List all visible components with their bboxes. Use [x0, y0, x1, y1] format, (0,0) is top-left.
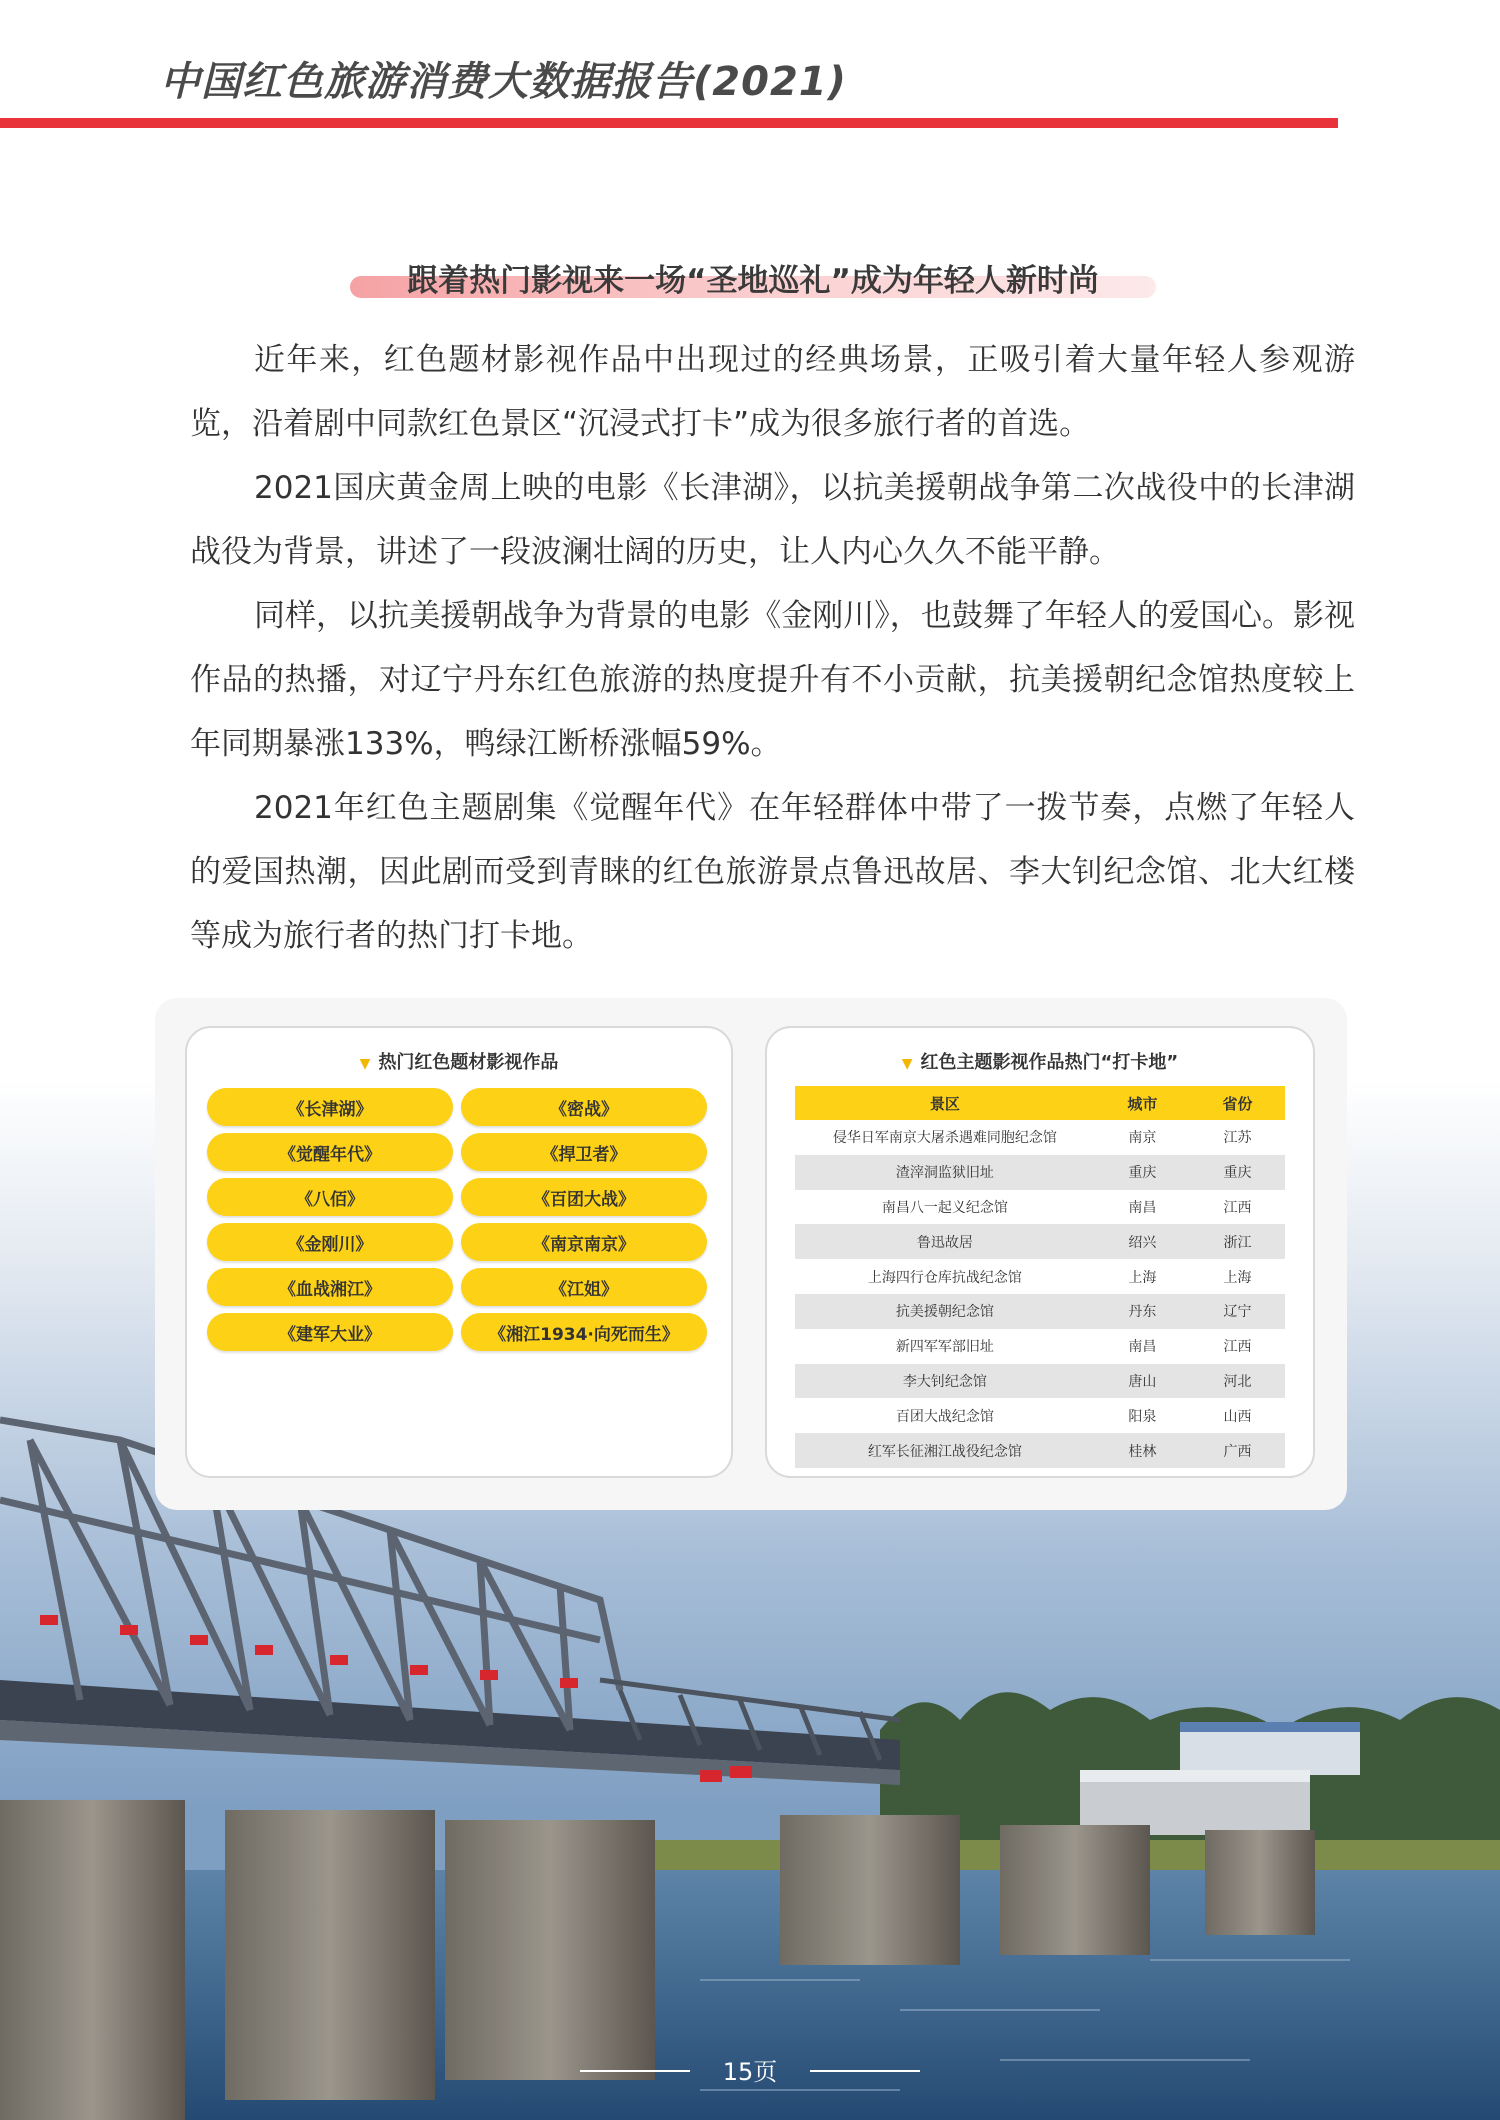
- page-rule-right: [810, 2070, 920, 2072]
- province-cell: 河北: [1190, 1364, 1285, 1399]
- city-cell: 重庆: [1095, 1155, 1190, 1190]
- table-row: [795, 1259, 1285, 1294]
- column-header-city: 城市: [1095, 1086, 1190, 1120]
- column-header-province: 省份: [1190, 1086, 1285, 1120]
- work-pill: 《南京南京》: [461, 1223, 707, 1261]
- works-grid: [207, 1088, 715, 1351]
- page-rule-left: [580, 2070, 690, 2072]
- table-row: [795, 1398, 1285, 1433]
- table-row: [795, 1364, 1285, 1399]
- table-row: [795, 1433, 1285, 1468]
- paragraph: 同样，以抗美援朝战争为背景的电影《金刚川》，也鼓舞了年轻人的爱国心。影视作品的热播，对辽宁丹东红色旅游的热度提升有不小贡献，抗美援朝纪念馆热度较上年同期暴涨133%，鸭绿江断桥涨幅59%。: [190, 598, 1355, 762]
- section-heading: 跟着热门影视来一场“圣地巡礼”成为年轻人新时尚: [407, 263, 1099, 299]
- spot-cell: 渣滓洞监狱旧址: [795, 1155, 1095, 1190]
- work-pill: 《湘江1934·向死而生》: [461, 1313, 707, 1351]
- city-cell: 唐山: [1095, 1364, 1190, 1399]
- city-cell: 南昌: [1128, 1339, 1157, 1356]
- spot-cell: 上海四行仓库抗战纪念馆: [867, 1269, 1022, 1286]
- province-cell: 江西: [1223, 1339, 1252, 1356]
- province-cell: 辽宁: [1190, 1294, 1285, 1329]
- spot-cell: 红军长征湘江战役纪念馆: [795, 1433, 1095, 1468]
- table-row: [795, 1224, 1285, 1259]
- header-rule: [0, 118, 1338, 128]
- info-panel: [155, 998, 1347, 1510]
- province-cell: 浙江: [1190, 1224, 1285, 1259]
- city-cell: 桂林: [1095, 1433, 1190, 1468]
- works-card-title-text: 热门红色题材影视作品: [378, 1052, 559, 1073]
- works-card-title: [187, 1048, 731, 1074]
- body-text: [190, 328, 1355, 968]
- city-cell: 绍兴: [1095, 1224, 1190, 1259]
- spot-cell: 抗美援朝纪念馆: [795, 1294, 1095, 1329]
- works-card: [185, 1026, 733, 1478]
- spots-card-title: [767, 1048, 1313, 1074]
- triangle-down-icon: ▼: [359, 1056, 371, 1072]
- spot-cell: 鲁迅故居: [795, 1224, 1095, 1259]
- spots-card-title-text: 红色主题影视作品热门“打卡地”: [920, 1052, 1179, 1073]
- city-cell: 南京: [1128, 1130, 1157, 1147]
- work-pill: 《建军大业》: [207, 1313, 453, 1351]
- city-cell: 阳泉: [1128, 1408, 1157, 1425]
- report-title: 中国红色旅游消费大数据报告(2021): [160, 59, 847, 105]
- province-cell: 广西: [1190, 1433, 1285, 1468]
- page-number: 15页: [722, 2058, 778, 2086]
- spot-cell: 侵华日军南京大屠杀遇难同胞纪念馆: [832, 1130, 1057, 1147]
- province-cell: 上海: [1223, 1269, 1252, 1286]
- paragraph: 2021年红色主题剧集《觉醒年代》在年轻群体中带了一拨节奏，点燃了年轻人的爱国热潮，因此剧而受到青睐的红色旅游景点鲁迅故居、李大钊纪念馆、北大红楼等成为旅行者的热门打卡地。: [190, 790, 1355, 954]
- spot-cell: 南昌八一起义纪念馆: [881, 1199, 1008, 1216]
- spots-table: [795, 1086, 1285, 1468]
- column-header-spot: 景区: [795, 1086, 1095, 1120]
- spot-cell: 百团大战纪念馆: [895, 1408, 994, 1425]
- province-cell: 江西: [1223, 1199, 1252, 1216]
- table-row: [795, 1329, 1285, 1364]
- spot-cell: 李大钊纪念馆: [795, 1364, 1095, 1399]
- paragraph: 近年来，红色题材影视作品中出现过的经典场景，正吸引着大量年轻人参观游览，沿着剧中同款红色景区“沉浸式打卡”成为很多旅行者的首选。: [190, 342, 1355, 442]
- work-pill: 《觉醒年代》: [207, 1133, 453, 1171]
- section-heading-block: [350, 255, 1156, 305]
- province-cell: 重庆: [1190, 1155, 1285, 1190]
- triangle-down-icon: ▼: [901, 1056, 913, 1072]
- province-cell: 江苏: [1223, 1130, 1252, 1147]
- work-pill: 《长津湖》: [207, 1088, 453, 1126]
- paragraph: 2021国庆黄金周上映的电影《长津湖》，以抗美援朝战争第二次战役中的长津湖战役为背景，讲述了一段波澜壮阔的历史，让人内心久久不能平静。: [190, 470, 1355, 570]
- work-pill: 《江姐》: [461, 1268, 707, 1306]
- work-pill: 《八佰》: [207, 1178, 453, 1216]
- province-cell: 山西: [1223, 1408, 1252, 1425]
- work-pill: 《百团大战》: [461, 1178, 707, 1216]
- city-cell: 南昌: [1128, 1199, 1157, 1216]
- city-cell: 上海: [1128, 1269, 1157, 1286]
- work-pill: 《捍卫者》: [461, 1133, 707, 1171]
- table-row: [795, 1120, 1285, 1155]
- table-row: [795, 1190, 1285, 1225]
- city-cell: 丹东: [1095, 1294, 1190, 1329]
- spots-card: [765, 1026, 1315, 1478]
- table-row: [795, 1155, 1285, 1190]
- table-row: [795, 1294, 1285, 1329]
- work-pill: 《金刚川》: [207, 1223, 453, 1261]
- work-pill: 《密战》: [461, 1088, 707, 1126]
- spot-cell: 新四军军部旧址: [895, 1339, 994, 1356]
- work-pill: 《血战湘江》: [207, 1268, 453, 1306]
- table-header-row: [795, 1086, 1285, 1120]
